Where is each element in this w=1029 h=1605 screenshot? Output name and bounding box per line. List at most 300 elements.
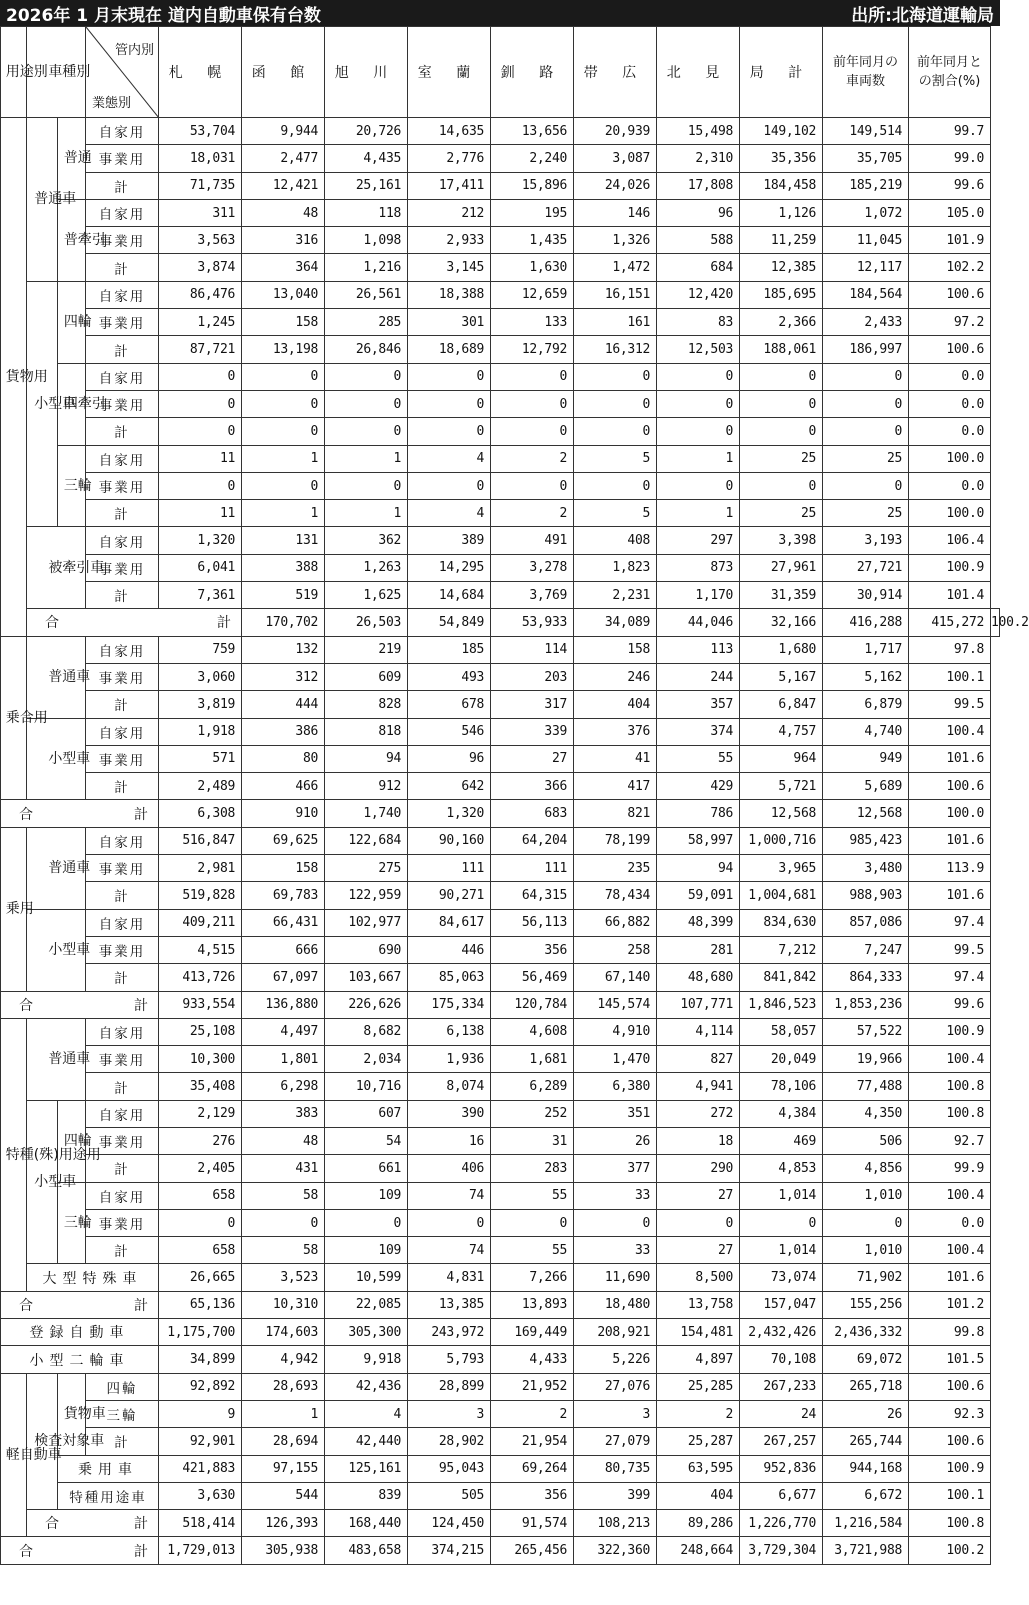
value-cell: 1,470 — [574, 1046, 657, 1073]
header-jurisdiction: 管内別 — [115, 43, 155, 58]
value-cell: 0 — [242, 418, 325, 445]
value-cell: 154,481 — [657, 1319, 740, 1346]
sub-kamotsusha: 貨物車 — [58, 1373, 86, 1455]
value-cell: 86,476 — [159, 281, 242, 308]
value-cell: 609 — [325, 663, 408, 690]
value-cell: 12,792 — [491, 336, 574, 363]
value-cell: 827 — [657, 1046, 740, 1073]
value-cell: 18,480 — [574, 1291, 657, 1318]
value-cell: 1 — [325, 445, 408, 472]
value-cell: 658 — [159, 1182, 242, 1209]
value-cell: 226,626 — [325, 991, 408, 1018]
value-cell: 97,155 — [242, 1455, 325, 1482]
value-cell: 6,298 — [242, 1073, 325, 1100]
value-cell: 383 — [242, 1100, 325, 1127]
value-cell: 4,942 — [242, 1346, 325, 1373]
value-cell: 6,879 — [823, 691, 909, 718]
value-cell: 678 — [408, 691, 491, 718]
value-cell: 7,361 — [159, 582, 242, 609]
value-cell: 136,880 — [242, 991, 325, 1018]
value-cell: 161 — [574, 309, 657, 336]
value-cell: 571 — [159, 745, 242, 772]
value-cell: 0 — [242, 363, 325, 390]
value-cell: 265,718 — [823, 1373, 909, 1400]
value-cell: 3,721,988 — [823, 1537, 909, 1564]
header-business: 業態別 — [92, 96, 132, 111]
value-cell: 0 — [325, 472, 408, 499]
value-cell: 0 — [657, 390, 740, 417]
value-cell: 2,489 — [159, 773, 242, 800]
table-row — [1, 745, 1000, 772]
business-kei: 計 — [86, 1155, 159, 1182]
value-cell: 99.6 — [909, 172, 991, 199]
source-label: 出所:北海道運輸局 — [851, 5, 994, 26]
business-jigyo: 事業用 — [86, 1209, 159, 1236]
value-cell: 27,076 — [574, 1373, 657, 1400]
value-cell: 1,936 — [408, 1046, 491, 1073]
value-cell: 4 — [408, 500, 491, 527]
value-cell: 3,729,304 — [740, 1537, 823, 1564]
value-cell: 57,522 — [823, 1018, 909, 1045]
value-cell: 4,941 — [657, 1073, 740, 1100]
value-cell: 493 — [408, 663, 491, 690]
table-row — [1, 991, 1000, 1018]
value-cell: 158 — [242, 309, 325, 336]
value-cell: 1,320 — [408, 800, 491, 827]
value-cell: 683 — [491, 800, 574, 827]
page-title: 2026年 1 月末現在 道内自動車保有台数 — [6, 5, 321, 26]
value-cell: 48,680 — [657, 964, 740, 991]
value-cell: 185,695 — [740, 281, 823, 308]
business-jigyo: 事業用 — [86, 227, 159, 254]
value-cell: 317 — [491, 691, 574, 718]
value-cell: 102,977 — [325, 909, 408, 936]
value-cell: 74 — [408, 1237, 491, 1264]
value-cell: 8,500 — [657, 1264, 740, 1291]
business-kei: 計 — [86, 336, 159, 363]
value-cell: 3,874 — [159, 254, 242, 281]
business-kei: 計 — [86, 172, 159, 199]
value-cell: 1,853,236 — [823, 991, 909, 1018]
jyoai-total-label: 合 計 — [1, 800, 159, 827]
value-cell: 100.8 — [909, 1100, 991, 1127]
value-cell: 642 — [408, 773, 491, 800]
value-cell: 100.6 — [909, 281, 991, 308]
value-cell: 71,735 — [159, 172, 242, 199]
value-cell: 55 — [491, 1237, 574, 1264]
value-cell: 48 — [242, 1127, 325, 1154]
table-row — [1, 1209, 1000, 1236]
value-cell: 519,828 — [159, 882, 242, 909]
header-row — [1, 27, 1000, 118]
value-cell: 243,972 — [408, 1319, 491, 1346]
value-cell: 415,272 — [909, 609, 991, 636]
value-cell: 1,010 — [823, 1182, 909, 1209]
value-cell: 125,161 — [325, 1455, 408, 1482]
value-cell: 17,808 — [657, 172, 740, 199]
value-cell: 16 — [408, 1127, 491, 1154]
value-cell: 8,074 — [408, 1073, 491, 1100]
value-cell: 107,771 — [657, 991, 740, 1018]
table-row — [1, 1537, 1000, 1564]
value-cell: 828 — [325, 691, 408, 718]
header-diagonal — [86, 27, 159, 118]
value-cell: 0 — [574, 1209, 657, 1236]
value-cell: 4,856 — [823, 1155, 909, 1182]
value-cell: 13,385 — [408, 1291, 491, 1318]
value-cell: 506 — [823, 1127, 909, 1154]
table-row — [1, 336, 1000, 363]
value-cell: 362 — [325, 527, 408, 554]
value-cell: 83 — [657, 309, 740, 336]
value-cell: 1,098 — [325, 227, 408, 254]
value-cell: 102.2 — [909, 254, 991, 281]
value-cell: 684 — [657, 254, 740, 281]
value-cell: 1,846,523 — [740, 991, 823, 1018]
value-cell: 106.4 — [909, 527, 991, 554]
business-jigyo: 事業用 — [86, 472, 159, 499]
table-row — [1, 663, 1000, 690]
value-cell: 20,726 — [325, 118, 408, 145]
table-row — [1, 1346, 1000, 1373]
value-cell: 100.4 — [909, 1182, 991, 1209]
value-cell: 0 — [491, 418, 574, 445]
value-cell: 100.1 — [909, 663, 991, 690]
value-cell: 311 — [159, 199, 242, 226]
business-jika: 自家用 — [86, 1100, 159, 1127]
value-cell: 18,031 — [159, 145, 242, 172]
value-cell: 3 — [408, 1400, 491, 1427]
toroku-label: 登録自動車 — [1, 1319, 159, 1346]
value-cell: 1 — [242, 1400, 325, 1427]
value-cell: 6,041 — [159, 554, 242, 581]
table-row — [1, 172, 1000, 199]
value-cell: 404 — [657, 1482, 740, 1509]
value-cell: 3,060 — [159, 663, 242, 690]
value-cell: 873 — [657, 554, 740, 581]
value-cell: 80 — [242, 745, 325, 772]
value-cell: 0 — [159, 418, 242, 445]
value-cell: 235 — [574, 855, 657, 882]
value-cell: 316 — [242, 227, 325, 254]
value-cell: 366 — [491, 773, 574, 800]
value-cell: 100.8 — [909, 1073, 991, 1100]
value-cell: 416,288 — [823, 609, 909, 636]
value-cell: 1,472 — [574, 254, 657, 281]
value-cell: 1 — [325, 500, 408, 527]
table-row — [1, 827, 1000, 854]
value-cell: 1,014 — [740, 1237, 823, 1264]
value-cell: 42,436 — [325, 1373, 408, 1400]
value-cell: 27 — [491, 745, 574, 772]
value-cell: 108,213 — [574, 1510, 657, 1537]
value-cell: 33 — [574, 1237, 657, 1264]
value-cell: 15,498 — [657, 118, 740, 145]
value-cell: 339 — [491, 718, 574, 745]
value-cell: 4 — [408, 445, 491, 472]
value-cell: 7,266 — [491, 1264, 574, 1291]
value-cell: 2 — [657, 1400, 740, 1427]
table-row — [1, 1291, 1000, 1318]
value-cell: 69,783 — [242, 882, 325, 909]
value-cell: 2,776 — [408, 145, 491, 172]
type-kogatasha: 小型車 — [27, 718, 86, 800]
header-region-total: 局 計 — [740, 27, 823, 118]
value-cell: 658 — [159, 1237, 242, 1264]
value-cell: 78,106 — [740, 1073, 823, 1100]
value-cell: 28,694 — [242, 1428, 325, 1455]
value-cell: 30,914 — [823, 582, 909, 609]
value-cell: 26 — [574, 1127, 657, 1154]
value-cell: 25 — [740, 445, 823, 472]
table-row — [1, 199, 1000, 226]
value-cell: 11,259 — [740, 227, 823, 254]
value-cell: 185,219 — [823, 172, 909, 199]
business-kei: 計 — [86, 500, 159, 527]
value-cell: 100.6 — [909, 336, 991, 363]
value-cell: 95,043 — [408, 1455, 491, 1482]
value-cell: 0.0 — [909, 472, 991, 499]
value-cell: 305,938 — [242, 1537, 325, 1564]
value-cell: 2,240 — [491, 145, 574, 172]
value-cell: 446 — [408, 936, 491, 963]
value-cell: 0 — [491, 472, 574, 499]
value-cell: 2,310 — [657, 145, 740, 172]
table-row — [1, 909, 1000, 936]
value-cell: 5 — [574, 500, 657, 527]
value-cell: 99.8 — [909, 1319, 991, 1346]
business-jigyo: 事業用 — [86, 745, 159, 772]
value-cell: 0 — [159, 363, 242, 390]
type-futsusha: 普通車 — [27, 827, 86, 909]
value-cell: 1,216,584 — [823, 1510, 909, 1537]
value-cell: 1,126 — [740, 199, 823, 226]
value-cell: 90,271 — [408, 882, 491, 909]
value-cell: 35,705 — [823, 145, 909, 172]
value-cell: 244 — [657, 663, 740, 690]
kogata-nirin-label: 小型二輪車 — [1, 1346, 159, 1373]
value-cell: 99.9 — [909, 1155, 991, 1182]
business-kei: 計 — [86, 418, 159, 445]
value-cell: 1 — [657, 500, 740, 527]
value-cell: 89,286 — [657, 1510, 740, 1537]
value-cell: 77,488 — [823, 1073, 909, 1100]
value-cell: 64,315 — [491, 882, 574, 909]
value-cell: 505 — [408, 1482, 491, 1509]
value-cell: 406 — [408, 1155, 491, 1182]
value-cell: 404 — [574, 691, 657, 718]
table-row — [1, 964, 1000, 991]
sub-sanrin: 三輪 — [58, 1182, 86, 1264]
business-kei: 計 — [86, 964, 159, 991]
value-cell: 78,434 — [574, 882, 657, 909]
value-cell: 1,729,013 — [159, 1537, 242, 1564]
header-region-kitami: 北 見 — [657, 27, 740, 118]
value-cell: 99.6 — [909, 991, 991, 1018]
value-cell: 4,515 — [159, 936, 242, 963]
value-cell: 99.7 — [909, 118, 991, 145]
type-kensa: 検査対象車 — [27, 1373, 58, 1509]
value-cell: 4,897 — [657, 1346, 740, 1373]
value-cell: 2,981 — [159, 855, 242, 882]
value-cell: 933,554 — [159, 991, 242, 1018]
value-cell: 364 — [242, 254, 325, 281]
value-cell: 786 — [657, 800, 740, 827]
value-cell: 111 — [491, 855, 574, 882]
value-cell: 158 — [574, 636, 657, 663]
value-cell: 13,893 — [491, 1291, 574, 1318]
value-cell: 0 — [325, 1209, 408, 1236]
value-cell: 100.6 — [909, 1373, 991, 1400]
business-sanrin: 三輪 — [86, 1400, 159, 1427]
value-cell: 97.4 — [909, 909, 991, 936]
value-cell: 131 — [242, 527, 325, 554]
value-cell: 2,405 — [159, 1155, 242, 1182]
value-cell: 0 — [325, 390, 408, 417]
value-cell: 0 — [408, 472, 491, 499]
value-cell: 1,801 — [242, 1046, 325, 1073]
value-cell: 80,735 — [574, 1455, 657, 1482]
value-cell: 988,903 — [823, 882, 909, 909]
value-cell: 74 — [408, 1182, 491, 1209]
value-cell: 2,231 — [574, 582, 657, 609]
value-cell: 9,918 — [325, 1346, 408, 1373]
value-cell: 12,117 — [823, 254, 909, 281]
value-cell: 5 — [574, 445, 657, 472]
sub-yon-kenin: 四牽引 — [58, 363, 86, 445]
header-region-obihiro: 帯 広 — [574, 27, 657, 118]
value-cell: 417 — [574, 773, 657, 800]
value-cell: 0 — [408, 1209, 491, 1236]
sub-sanrin: 三輪 — [58, 445, 86, 527]
value-cell: 58 — [242, 1182, 325, 1209]
business-jigyo: 事業用 — [86, 309, 159, 336]
table-row — [1, 636, 1000, 663]
use-kamotsu: 貨物用 — [1, 118, 27, 637]
business-jika: 自家用 — [86, 636, 159, 663]
value-cell: 99.5 — [909, 936, 991, 963]
value-cell: 431 — [242, 1155, 325, 1182]
value-cell: 56,113 — [491, 909, 574, 936]
value-cell: 58,057 — [740, 1018, 823, 1045]
value-cell: 666 — [242, 936, 325, 963]
table-row — [1, 1400, 1000, 1427]
value-cell: 170,702 — [242, 609, 325, 636]
value-cell: 10,599 — [325, 1264, 408, 1291]
value-cell: 2,366 — [740, 309, 823, 336]
value-cell: 0.0 — [909, 418, 991, 445]
value-cell: 103,667 — [325, 964, 408, 991]
value-cell: 4,114 — [657, 1018, 740, 1045]
value-cell: 1,072 — [823, 199, 909, 226]
table-row — [1, 1073, 1000, 1100]
value-cell: 3,193 — [823, 527, 909, 554]
value-cell: 90,160 — [408, 827, 491, 854]
business-kei: 計 — [86, 882, 159, 909]
value-cell: 69,264 — [491, 1455, 574, 1482]
value-cell: 4 — [325, 1400, 408, 1427]
value-cell: 0 — [491, 390, 574, 417]
table-row — [1, 773, 1000, 800]
table-row — [1, 363, 1000, 390]
business-jigyo: 事業用 — [86, 390, 159, 417]
value-cell: 3,087 — [574, 145, 657, 172]
value-cell: 607 — [325, 1100, 408, 1127]
value-cell: 12,421 — [242, 172, 325, 199]
value-cell: 14,684 — [408, 582, 491, 609]
value-cell: 5,721 — [740, 773, 823, 800]
value-cell: 85,063 — [408, 964, 491, 991]
value-cell: 0.0 — [909, 1209, 991, 1236]
value-cell: 1,435 — [491, 227, 574, 254]
value-cell: 55 — [491, 1182, 574, 1209]
value-cell: 58,997 — [657, 827, 740, 854]
value-cell: 1,175,700 — [159, 1319, 242, 1346]
table-row — [1, 554, 1000, 581]
value-cell: 0 — [740, 1209, 823, 1236]
value-cell: 25 — [823, 445, 909, 472]
value-cell: 1,823 — [574, 554, 657, 581]
value-cell: 42,440 — [325, 1428, 408, 1455]
value-cell: 24 — [740, 1400, 823, 1427]
value-cell: 219 — [325, 636, 408, 663]
value-cell: 491 — [491, 527, 574, 554]
value-cell: 351 — [574, 1100, 657, 1127]
sub-yonrin: 四輪 — [58, 1100, 86, 1182]
value-cell: 246 — [574, 663, 657, 690]
table-row — [1, 1046, 1000, 1073]
value-cell: 3,965 — [740, 855, 823, 882]
value-cell: 4,853 — [740, 1155, 823, 1182]
value-cell: 0 — [159, 472, 242, 499]
value-cell: 2 — [491, 1400, 574, 1427]
sub-futsu: 普通 — [58, 118, 86, 200]
value-cell: 305,300 — [325, 1319, 408, 1346]
value-cell: 97.8 — [909, 636, 991, 663]
value-cell: 8,682 — [325, 1018, 408, 1045]
value-cell: 27 — [657, 1182, 740, 1209]
header-region-hakodate: 函 館 — [242, 27, 325, 118]
value-cell: 25,108 — [159, 1018, 242, 1045]
value-cell: 7,247 — [823, 936, 909, 963]
value-cell: 58 — [242, 1237, 325, 1264]
value-cell: 11 — [159, 445, 242, 472]
value-cell: 3,819 — [159, 691, 242, 718]
value-cell: 4,831 — [408, 1264, 491, 1291]
value-cell: 4,497 — [242, 1018, 325, 1045]
value-cell: 25,287 — [657, 1428, 740, 1455]
value-cell: 26,503 — [325, 609, 408, 636]
header-use: 用途別 — [1, 27, 27, 118]
value-cell: 5,226 — [574, 1346, 657, 1373]
value-cell: 13,040 — [242, 281, 325, 308]
value-cell: 21,952 — [491, 1373, 574, 1400]
business-kei: 計 — [86, 773, 159, 800]
value-cell: 6,677 — [740, 1482, 823, 1509]
value-cell: 96 — [408, 745, 491, 772]
value-cell: 0 — [740, 363, 823, 390]
business-jika: 自家用 — [86, 718, 159, 745]
value-cell: 22,085 — [325, 1291, 408, 1318]
value-cell: 518,414 — [159, 1510, 242, 1537]
jyoyosha-label: 乗用車 — [58, 1455, 159, 1482]
value-cell: 12,385 — [740, 254, 823, 281]
value-cell: 408 — [574, 527, 657, 554]
value-cell: 1 — [242, 500, 325, 527]
value-cell: 272 — [657, 1100, 740, 1127]
value-cell: 87,721 — [159, 336, 242, 363]
value-cell: 301 — [408, 309, 491, 336]
